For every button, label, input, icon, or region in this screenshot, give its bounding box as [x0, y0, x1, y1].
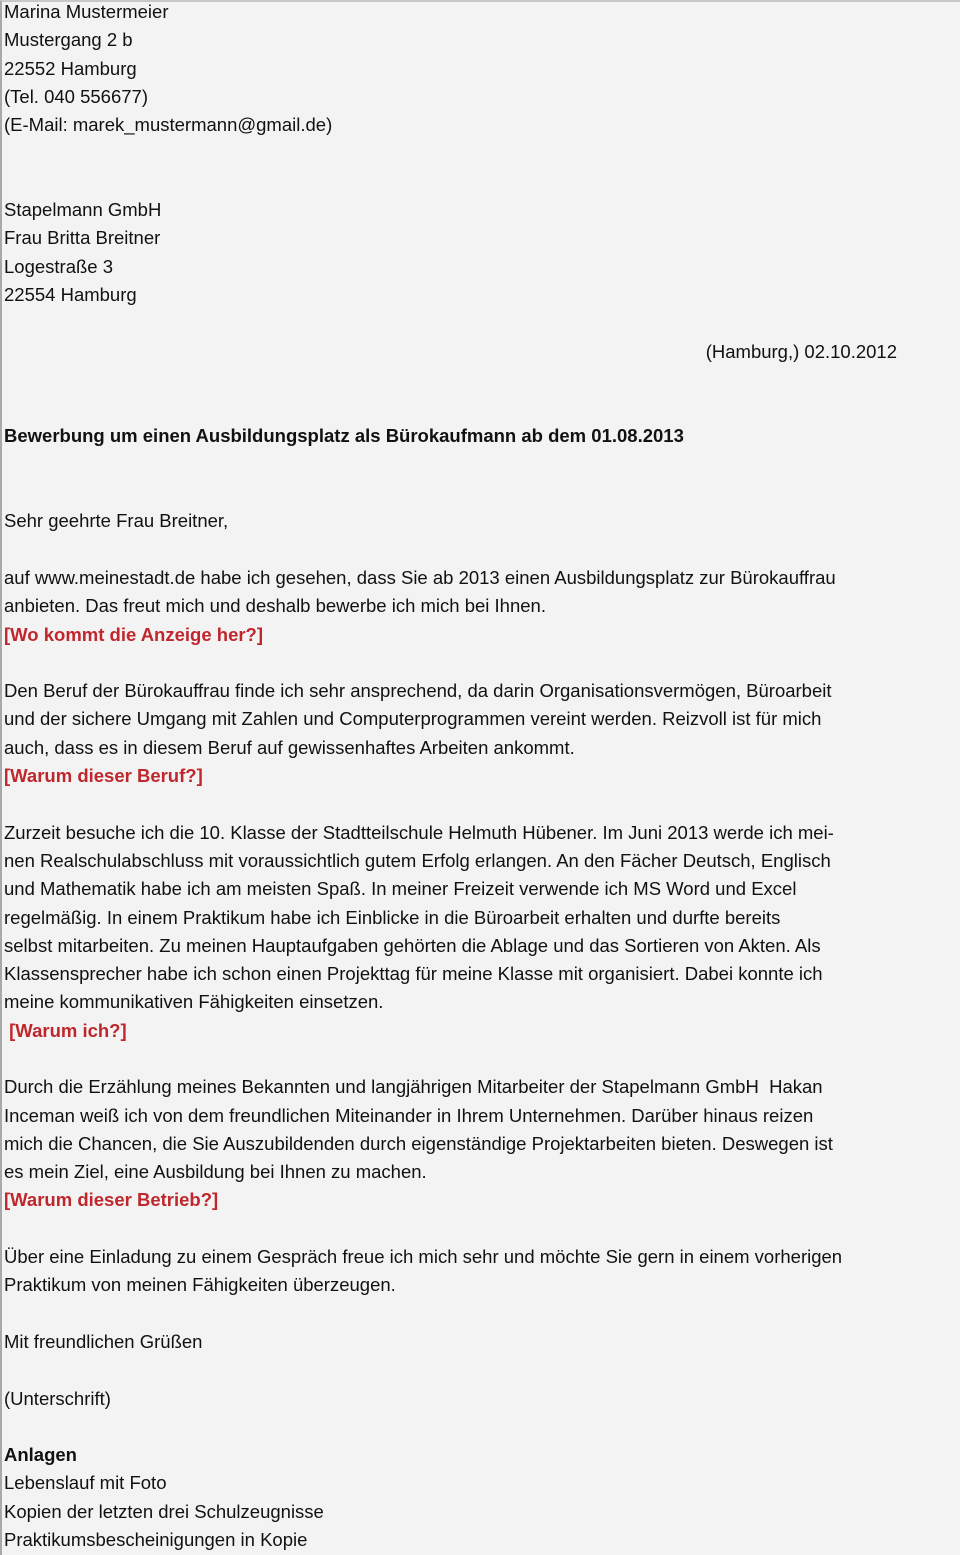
body-line: Den Beruf der Bürokauffrau finde ich sehr ansprechend, da darin Organisationsvermögen, Büroarbeit	[4, 680, 832, 702]
blank-line	[4, 1356, 960, 1384]
body-line: und der sichere Umgang mit Zahlen und Computerprogrammen vereint werden. Reizvoll ist für mich	[4, 708, 822, 730]
attachments-heading-line: Anlagen	[4, 1444, 77, 1466]
body-line: Klassensprecher habe ich schon einen Projekttag für meine Klasse mit organisiert. Dabei konnte ich	[4, 963, 823, 985]
body-line: auf www.meinestadt.de habe ich gesehen, dass Sie ab 2013 einen Ausbildungsplatz zur Bürokauffrau	[4, 566, 836, 588]
recipient-line: 22554 Hamburg	[4, 283, 137, 305]
note-line: [Warum dieser Betrieb?]	[4, 1189, 219, 1211]
blank-line	[4, 366, 960, 394]
body-line: es mein Ziel, eine Ausbildung bei Ihnen zu machen.	[4, 1161, 427, 1183]
note-line: [Warum dieser Beruf?]	[4, 765, 203, 787]
subject-line: Bewerbung um einen Ausbildungsplatz als Bürokaufmann ab dem 01.08.2013	[4, 425, 684, 447]
body-line: Über eine Einladung zu einem Gespräch freue ich mich sehr und möchte Sie gern in einem vorherigen	[4, 1246, 843, 1268]
body-line: Inceman weiß ich von dem freundlichen Miteinander in Ihrem Unternehmen. Darüber hinaus reizen	[4, 1104, 814, 1126]
recipient-line: Frau Britta Breitner	[4, 227, 161, 249]
blank-line	[4, 649, 960, 677]
body-line: Zurzeit besuche ich die 10. Klasse der Stadtteilschule Helmuth Hübener. Im Juni 2013 werde ich mei-	[4, 821, 834, 843]
blank-line	[4, 1413, 960, 1441]
blank-line	[4, 139, 960, 167]
body-line: Praktikum von meinen Fähigkeiten überzeugen.	[4, 1274, 396, 1296]
body-line: selbst mitarbeiten. Zu meinen Hauptaufgaben gehörten die Ablage und das Sortieren von Akten. Als	[4, 934, 821, 956]
blank-line	[4, 1045, 960, 1073]
salutation-line: Sehr geehrte Frau Breitner,	[4, 510, 229, 532]
attachment-line: Kopien der letzten drei Schulzeugnisse	[4, 1500, 324, 1522]
blank-line	[4, 1300, 960, 1328]
body-line: meine kommunikativen Fähigkeiten einsetzen.	[4, 991, 384, 1013]
note-line: [Wo kommt die Anzeige her?]	[4, 623, 264, 645]
sender-line: Marina Mustermeier	[4, 1, 169, 22]
closing-line: Mit freundlichen Grüßen	[4, 1330, 203, 1352]
blank-line	[4, 536, 960, 564]
note-line: [Warum ich?]	[4, 1019, 127, 1041]
blank-line	[4, 479, 960, 507]
blank-line	[4, 168, 960, 196]
body-line: regelmäßig. In einem Praktikum habe ich Einblicke in die Büroarbeit erhalten und durfte bereits	[4, 906, 781, 928]
letter-document	[4, 0, 960, 1554]
blank-line	[4, 451, 960, 479]
body-line: mich die Chancen, die Sie Auszubildenden durch eigenständige Projektarbeiten bieten. Deswegen ist	[4, 1132, 833, 1154]
body-line: anbieten. Das freut mich und deshalb bewerbe ich mich bei Ihnen.	[4, 595, 546, 617]
sender-line: Mustergang 2 b	[4, 29, 133, 51]
sender-line: (E-Mail: marek_mustermann@gmail.de)	[4, 114, 333, 136]
body-line: nen Realschulabschluss mit voraussichtlich gutem Erfolg erlangen. An den Fächer Deutsch, Englisch	[4, 849, 831, 871]
attachment-line: Lebenslauf mit Foto	[4, 1472, 167, 1494]
blank-line	[4, 790, 960, 818]
body-line: Durch die Erzählung meines Bekannten und langjährigen Mitarbeiter der Stapelmann GmbH Hakan	[4, 1076, 823, 1098]
date-line: (Hamburg,) 02.10.2012	[705, 340, 897, 362]
attachment-line: Praktikumsbescheinigungen in Kopie	[4, 1529, 308, 1551]
blank-line	[4, 1215, 960, 1243]
signature-line: (Unterschrift)	[4, 1387, 111, 1409]
recipient-line: Stapelmann GmbH	[4, 199, 162, 221]
sender-line: (Tel. 040 556677)	[4, 85, 148, 107]
body-line: auch, dass es in diesem Beruf auf gewissenhaftes Arbeiten ankommt.	[4, 736, 575, 758]
blank-line	[4, 309, 960, 337]
sender-line: 22552 Hamburg	[4, 57, 137, 79]
body-line: und Mathematik habe ich am meisten Spaß. In meiner Freizeit verwende ich MS Word und Excel	[4, 878, 797, 900]
recipient-line: Logestraße 3	[4, 255, 114, 277]
blank-line	[4, 394, 960, 422]
